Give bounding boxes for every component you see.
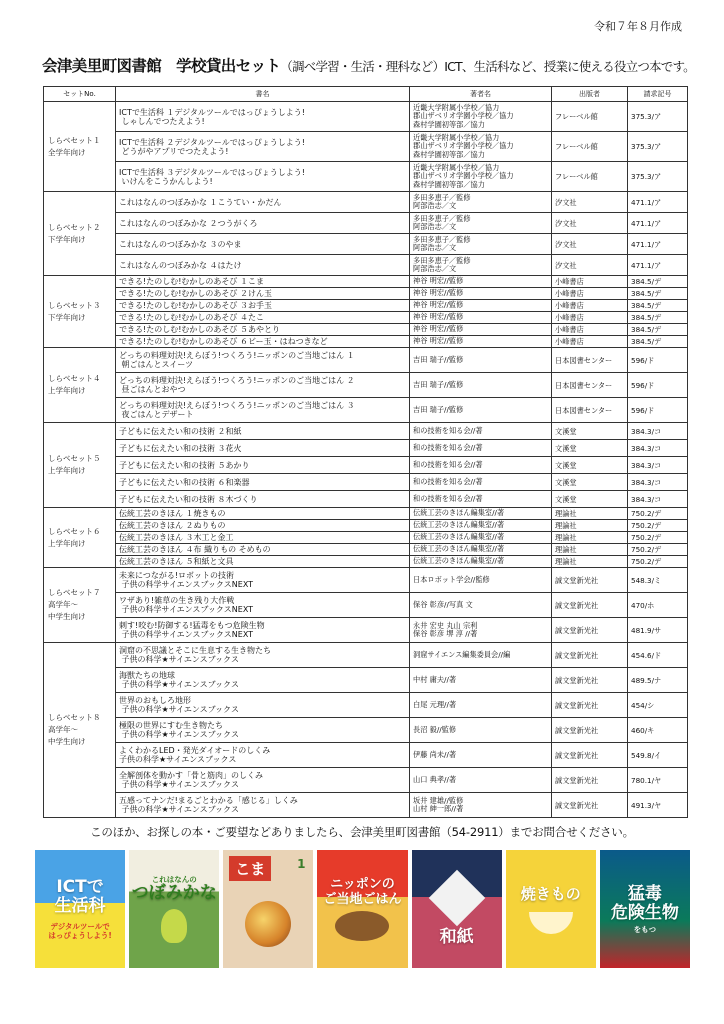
book-author: 神谷 明宏//監修 bbox=[410, 324, 552, 336]
cover-ict bbox=[35, 850, 125, 968]
table-row bbox=[44, 373, 688, 398]
book-author: 神谷 明宏//監修 bbox=[410, 336, 552, 348]
book-author: 伝統工芸のきほん編集室//著 bbox=[410, 532, 552, 544]
book-publisher: 文溪堂 bbox=[552, 474, 628, 491]
book-publisher: 理論社 bbox=[552, 508, 628, 520]
book-title: これはなんのつぼみかな ４はたけ bbox=[116, 255, 410, 276]
book-author: 伊藤 尚未//著 bbox=[410, 743, 552, 768]
table-row bbox=[44, 102, 688, 132]
book-call-number: 549.8/イ bbox=[628, 743, 688, 768]
book-author: 伝統工芸のきほん編集室//著 bbox=[410, 556, 552, 568]
table-row bbox=[44, 474, 688, 491]
set-name: しらべセット２ 下学年向け bbox=[44, 192, 116, 276]
book-author: 坂井 建雄//監修 山村 紳一郎//著 bbox=[410, 793, 552, 818]
table-row bbox=[44, 234, 688, 255]
cover-subtitle: これはなんの bbox=[151, 875, 197, 884]
book-title: 伝統工芸のきほん ５和紙と文具 bbox=[116, 556, 410, 568]
title-subtitle: （調べ学習・生活・理科など）ICT、生活科など、授業に使える役立つ本です。 bbox=[280, 59, 695, 74]
book-call-number: 596/ド bbox=[628, 373, 688, 398]
cover-koma bbox=[223, 850, 313, 968]
book-publisher: フレーベル館 bbox=[552, 162, 628, 192]
book-author: 中村 庸夫//著 bbox=[410, 668, 552, 693]
table-row bbox=[44, 276, 688, 288]
table-row bbox=[44, 668, 688, 693]
book-publisher: 誠文堂新光社 bbox=[552, 568, 628, 593]
book-publisher: 理論社 bbox=[552, 556, 628, 568]
set-name: しらべセット８ 高学年～ 中学生向け bbox=[44, 643, 116, 818]
book-title: ワザあり!雑草の生き残り大作戦 子供の科学サイエンスブックスNEXT bbox=[116, 593, 410, 618]
table-row bbox=[44, 532, 688, 544]
cover-washi bbox=[412, 850, 502, 968]
book-title: できる!たのしむ!むかしのあそび ２けん玉 bbox=[116, 288, 410, 300]
book-publisher: フレーベル館 bbox=[552, 132, 628, 162]
book-publisher: 日本図書センター bbox=[552, 398, 628, 423]
table-row bbox=[44, 544, 688, 556]
book-title: 子どもに伝えたい和の技術 ３花火 bbox=[116, 440, 410, 457]
paper-illustration bbox=[428, 869, 485, 926]
cover-subtitle: デジタルツールで はっぴょうしよう! bbox=[48, 922, 112, 940]
table-row bbox=[44, 593, 688, 618]
book-author: 和の技術を知る会//著 bbox=[410, 423, 552, 440]
book-title: どっちの料理対決!えらぼう!つくろう!ニッポンのご当地ごはん １ 朝ごはんとスイーツ bbox=[116, 348, 410, 373]
book-call-number: 471.1/ア bbox=[628, 234, 688, 255]
book-publisher: 文溪堂 bbox=[552, 457, 628, 474]
book-call-number: 481.9/サ bbox=[628, 618, 688, 643]
book-publisher: 誠文堂新光社 bbox=[552, 668, 628, 693]
book-author: 伝統工芸のきほん編集室//著 bbox=[410, 544, 552, 556]
book-call-number: 460/キ bbox=[628, 718, 688, 743]
book-author: 洞窟サイエンス編集委員会//編 bbox=[410, 643, 552, 668]
table-row bbox=[44, 768, 688, 793]
book-author: 多田多恵子／監修 阿部浩志／文 bbox=[410, 234, 552, 255]
book-list-table bbox=[43, 86, 688, 818]
cover-title: 焼きもの bbox=[520, 884, 581, 903]
book-call-number: 750.2/デ bbox=[628, 508, 688, 520]
book-author: 和の技術を知る会//著 bbox=[410, 457, 552, 474]
table-row bbox=[44, 288, 688, 300]
book-author: 近畿大学附属小学校／協力 郡山ザベリオ学園小学校／協力 森村学園初等部／協力 bbox=[410, 132, 552, 162]
book-call-number: 491.3/ヤ bbox=[628, 793, 688, 818]
cover-title: つぼみかな bbox=[131, 883, 217, 903]
table-row bbox=[44, 348, 688, 373]
book-title: できる!たのしむ!むかしのあそび １こま bbox=[116, 276, 410, 288]
set-name: しらべセット１ 全学年向け bbox=[44, 102, 116, 192]
table-row bbox=[44, 300, 688, 312]
table-row bbox=[44, 643, 688, 668]
food-illustration bbox=[335, 911, 389, 941]
book-publisher: 誠文堂新光社 bbox=[552, 718, 628, 743]
book-title: 子どもに伝えたい和の技術 ８木づくり bbox=[116, 491, 410, 508]
book-publisher: 汐文社 bbox=[552, 255, 628, 276]
book-call-number: 470/ホ bbox=[628, 593, 688, 618]
book-author: 保谷 彰彦//写真 文 bbox=[410, 593, 552, 618]
table-row bbox=[44, 423, 688, 440]
table-row bbox=[44, 618, 688, 643]
book-title: 伝統工芸のきほん ３木工と金工 bbox=[116, 532, 410, 544]
book-title: ICTで生活科 １デジタルツールではっぴょうしよう! しゃしんでつたえよう! bbox=[116, 102, 410, 132]
cover-gotouchi bbox=[317, 850, 407, 968]
book-publisher: 誠文堂新光社 bbox=[552, 643, 628, 668]
book-publisher: 日本図書センター bbox=[552, 373, 628, 398]
bud-illustration bbox=[161, 909, 187, 943]
book-publisher: 文溪堂 bbox=[552, 423, 628, 440]
book-title: できる!たのしむ!むかしのあそび ３お手玉 bbox=[116, 300, 410, 312]
book-publisher: 誠文堂新光社 bbox=[552, 768, 628, 793]
book-call-number: 471.1/ア bbox=[628, 255, 688, 276]
book-call-number: 750.2/デ bbox=[628, 544, 688, 556]
book-publisher: 誠文堂新光社 bbox=[552, 618, 628, 643]
book-title: これはなんのつぼみかな ３のやま bbox=[116, 234, 410, 255]
book-author: 永井 宏史 丸山 宗利 保谷 彰彦 堺 淳 //著 bbox=[410, 618, 552, 643]
book-call-number: 750.2/デ bbox=[628, 532, 688, 544]
book-publisher: 小峰書店 bbox=[552, 288, 628, 300]
book-title: どっちの料理対決!えらぼう!つくろう!ニッポンのご当地ごはん ２ 昼ごはんとおやつ bbox=[116, 373, 410, 398]
book-title: よくわかるLED・発光ダイオードのしくみ 子供の科学★サイエンスブックス bbox=[116, 743, 410, 768]
book-author: 白尾 元理//著 bbox=[410, 693, 552, 718]
book-author: 伝統工芸のきほん編集室//著 bbox=[410, 520, 552, 532]
book-call-number: 750.2/デ bbox=[628, 556, 688, 568]
set-name: しらべセット６ 上学年向け bbox=[44, 508, 116, 568]
pottery-illustration bbox=[529, 912, 573, 934]
book-call-number: 384.5/デ bbox=[628, 300, 688, 312]
table-row bbox=[44, 743, 688, 768]
book-author: 山口 典孝//著 bbox=[410, 768, 552, 793]
book-call-number: 384.3/コ bbox=[628, 474, 688, 491]
book-title: できる!たのしむ!むかしのあそび ４たこ bbox=[116, 312, 410, 324]
book-title: 未来につながる!ロボットの技術 子供の科学サイエンスブックスNEXT bbox=[116, 568, 410, 593]
book-publisher: 汐文社 bbox=[552, 234, 628, 255]
book-author: 吉田 瑞子//監修 bbox=[410, 398, 552, 423]
book-title: 全解剖体を動かす「骨と筋肉」のしくみ 子供の科学★サイエンスブックス bbox=[116, 768, 410, 793]
book-publisher: 誠文堂新光社 bbox=[552, 593, 628, 618]
book-author: 長沼 毅//監修 bbox=[410, 718, 552, 743]
table-row bbox=[44, 520, 688, 532]
cover-yakimono bbox=[506, 850, 596, 968]
table-row bbox=[44, 324, 688, 336]
cover-title: 和紙 bbox=[439, 926, 474, 947]
book-call-number: 750.2/デ bbox=[628, 520, 688, 532]
book-publisher: 理論社 bbox=[552, 532, 628, 544]
book-call-number: 375.3/ア bbox=[628, 162, 688, 192]
book-author: 日本ロボット学会//監修 bbox=[410, 568, 552, 593]
header-author: 著者名 bbox=[410, 87, 552, 102]
book-call-number: 384.5/デ bbox=[628, 288, 688, 300]
book-title: 海獣たちの地球 子供の科学★サイエンスブックス bbox=[116, 668, 410, 693]
table-row bbox=[44, 440, 688, 457]
cover-title: こま bbox=[229, 856, 271, 881]
book-call-number: 384.5/デ bbox=[628, 336, 688, 348]
book-publisher: 小峰書店 bbox=[552, 276, 628, 288]
book-author: 和の技術を知る会//著 bbox=[410, 491, 552, 508]
book-author: 神谷 明宏//監修 bbox=[410, 276, 552, 288]
book-author: 多田多恵子／監修 阿部浩志／文 bbox=[410, 213, 552, 234]
book-title: ICTで生活科 ３デジタルツールではっぴょうしよう! いけんをこうかんしよう! bbox=[116, 162, 410, 192]
table-header-row bbox=[44, 87, 688, 102]
book-author: 和の技術を知る会//著 bbox=[410, 440, 552, 457]
book-call-number: 471.1/ア bbox=[628, 213, 688, 234]
book-publisher: 文溪堂 bbox=[552, 440, 628, 457]
creation-date: 令和７年８月作成 bbox=[594, 20, 682, 33]
book-author: 吉田 瑞子//監修 bbox=[410, 348, 552, 373]
book-call-number: 471.1/ア bbox=[628, 192, 688, 213]
book-call-number: 548.3/ミ bbox=[628, 568, 688, 593]
book-author: 神谷 明宏//監修 bbox=[410, 312, 552, 324]
book-call-number: 596/ド bbox=[628, 348, 688, 373]
book-call-number: 375.3/ア bbox=[628, 102, 688, 132]
book-title: 刺す!咬む!防御する!猛毒をもつ危険生物 子供の科学サイエンスブックスNEXT bbox=[116, 618, 410, 643]
table-row bbox=[44, 213, 688, 234]
book-title: 極限の世界にすむ生き物たち 子供の科学★サイエンスブックス bbox=[116, 718, 410, 743]
book-author: 神谷 明宏//監修 bbox=[410, 300, 552, 312]
book-author: 和の技術を知る会//著 bbox=[410, 474, 552, 491]
table-row bbox=[44, 693, 688, 718]
table-row bbox=[44, 491, 688, 508]
table-row bbox=[44, 162, 688, 192]
table-row bbox=[44, 192, 688, 213]
book-publisher: 小峰書店 bbox=[552, 336, 628, 348]
book-title: 五感ってナンだ!まるごとわかる「感じる」しくみ 子供の科学★サイエンスブックス bbox=[116, 793, 410, 818]
book-call-number: 489.5/ナ bbox=[628, 668, 688, 693]
book-title: 洞窟の不思議とそこに生息する生き物たち 子供の科学★サイエンスブックス bbox=[116, 643, 410, 668]
cover-title: ニッポンの ご当地ごはん bbox=[323, 877, 402, 907]
book-publisher: 文溪堂 bbox=[552, 491, 628, 508]
book-call-number: 384.5/デ bbox=[628, 324, 688, 336]
header-title: 書名 bbox=[116, 87, 410, 102]
table-row bbox=[44, 718, 688, 743]
book-title: ICTで生活科 ２デジタルツールではっぴょうしよう! どうがやアプリでつたえよう! bbox=[116, 132, 410, 162]
book-author: 伝統工芸のきほん編集室//著 bbox=[410, 508, 552, 520]
table-body bbox=[44, 102, 688, 818]
book-call-number: 375.3/ア bbox=[628, 132, 688, 162]
book-publisher: フレーベル館 bbox=[552, 102, 628, 132]
cover-title: ICTで 生活科 bbox=[54, 877, 106, 916]
book-call-number: 384.3/コ bbox=[628, 491, 688, 508]
set-name: しらべセット３ 下学年向け bbox=[44, 276, 116, 348]
book-call-number: 384.3/コ bbox=[628, 423, 688, 440]
book-title: どっちの料理対決!えらぼう!つくろう!ニッポンのご当地ごはん ３ 夜ごはんとデザート bbox=[116, 398, 410, 423]
set-name: しらべセット７ 高学年～ 中学生向け bbox=[44, 568, 116, 643]
table-row bbox=[44, 508, 688, 520]
book-covers bbox=[35, 850, 690, 968]
table-row bbox=[44, 793, 688, 818]
cover-subtitle: をもつ bbox=[633, 924, 657, 934]
cover-tsubomi bbox=[129, 850, 219, 968]
book-author: 神谷 明宏//監修 bbox=[410, 288, 552, 300]
header-publisher: 出版者 bbox=[552, 87, 628, 102]
book-title: 子どもに伝えたい和の技術 ６和楽器 bbox=[116, 474, 410, 491]
table-row bbox=[44, 336, 688, 348]
book-call-number: 780.1/ヤ bbox=[628, 768, 688, 793]
top-illustration bbox=[245, 901, 291, 947]
book-title: できる!たのしむ!むかしのあそび ６ビー玉・はねつきなど bbox=[116, 336, 410, 348]
book-author: 吉田 瑞子//監修 bbox=[410, 373, 552, 398]
book-title: これはなんのつぼみかな １こうてい・かだん bbox=[116, 192, 410, 213]
book-publisher: 小峰書店 bbox=[552, 324, 628, 336]
book-call-number: 384.5/デ bbox=[628, 312, 688, 324]
cover-title: 猛毒 危険生物 bbox=[610, 883, 679, 923]
header-call-number: 請求記号 bbox=[628, 87, 688, 102]
book-title: 子どもに伝えたい和の技術 ５あかり bbox=[116, 457, 410, 474]
book-author: 近畿大学附属小学校／協力 郡山ザベリオ学園小学校／協力 森村学園初等部／協力 bbox=[410, 162, 552, 192]
book-title: 世界のおもしろ地形 子供の科学★サイエンスブックス bbox=[116, 693, 410, 718]
table-row bbox=[44, 132, 688, 162]
book-publisher: 汐文社 bbox=[552, 192, 628, 213]
book-publisher: 誠文堂新光社 bbox=[552, 743, 628, 768]
footer-note: このほか、お探しの本・ご要望などありましたら、会津美里町図書館（54-2911）までお問合せください。 bbox=[90, 825, 634, 839]
book-publisher: 日本図書センター bbox=[552, 348, 628, 373]
cover-volume: 1 bbox=[297, 857, 306, 871]
table-row bbox=[44, 255, 688, 276]
book-publisher: 汐文社 bbox=[552, 213, 628, 234]
book-title: 子どもに伝えたい和の技術 ２和紙 bbox=[116, 423, 410, 440]
set-name: しらべセット５ 上学年向け bbox=[44, 423, 116, 508]
table-row bbox=[44, 568, 688, 593]
book-publisher: 理論社 bbox=[552, 520, 628, 532]
book-title: できる!たのしむ!むかしのあそび ５あやとり bbox=[116, 324, 410, 336]
book-title: 伝統工芸のきほん ２ぬりもの bbox=[116, 520, 410, 532]
set-name: しらべセット４ 上学年向け bbox=[44, 348, 116, 423]
book-call-number: 384.3/コ bbox=[628, 457, 688, 474]
book-call-number: 454/シ bbox=[628, 693, 688, 718]
book-author: 多田多恵子／監修 阿部浩志／文 bbox=[410, 255, 552, 276]
book-publisher: 小峰書店 bbox=[552, 312, 628, 324]
book-title: 伝統工芸のきほん １焼きもの bbox=[116, 508, 410, 520]
table-row bbox=[44, 556, 688, 568]
book-title: 伝統工芸のきほん ４布 織りもの そめもの bbox=[116, 544, 410, 556]
book-publisher: 理論社 bbox=[552, 544, 628, 556]
book-call-number: 384.5/デ bbox=[628, 276, 688, 288]
book-publisher: 誠文堂新光社 bbox=[552, 693, 628, 718]
table-row bbox=[44, 312, 688, 324]
book-publisher: 小峰書店 bbox=[552, 300, 628, 312]
table-row bbox=[44, 457, 688, 474]
book-title: これはなんのつぼみかな ２つうがくろ bbox=[116, 213, 410, 234]
header-set: セットNo. bbox=[44, 87, 116, 102]
table-row bbox=[44, 398, 688, 423]
book-author: 多田多恵子／監修 阿部浩志／文 bbox=[410, 192, 552, 213]
book-call-number: 454.6/ド bbox=[628, 643, 688, 668]
book-call-number: 384.3/コ bbox=[628, 440, 688, 457]
title-main: 会津美里町図書館 学校貸出セット bbox=[42, 57, 281, 75]
book-author: 近畿大学附属小学校／協力 郡山ザベリオ学園小学校／協力 森村学園初等部／協力 bbox=[410, 102, 552, 132]
cover-kiken-seibutsu bbox=[600, 850, 690, 968]
page-title bbox=[42, 54, 695, 76]
book-call-number: 596/ド bbox=[628, 398, 688, 423]
book-publisher: 誠文堂新光社 bbox=[552, 793, 628, 818]
